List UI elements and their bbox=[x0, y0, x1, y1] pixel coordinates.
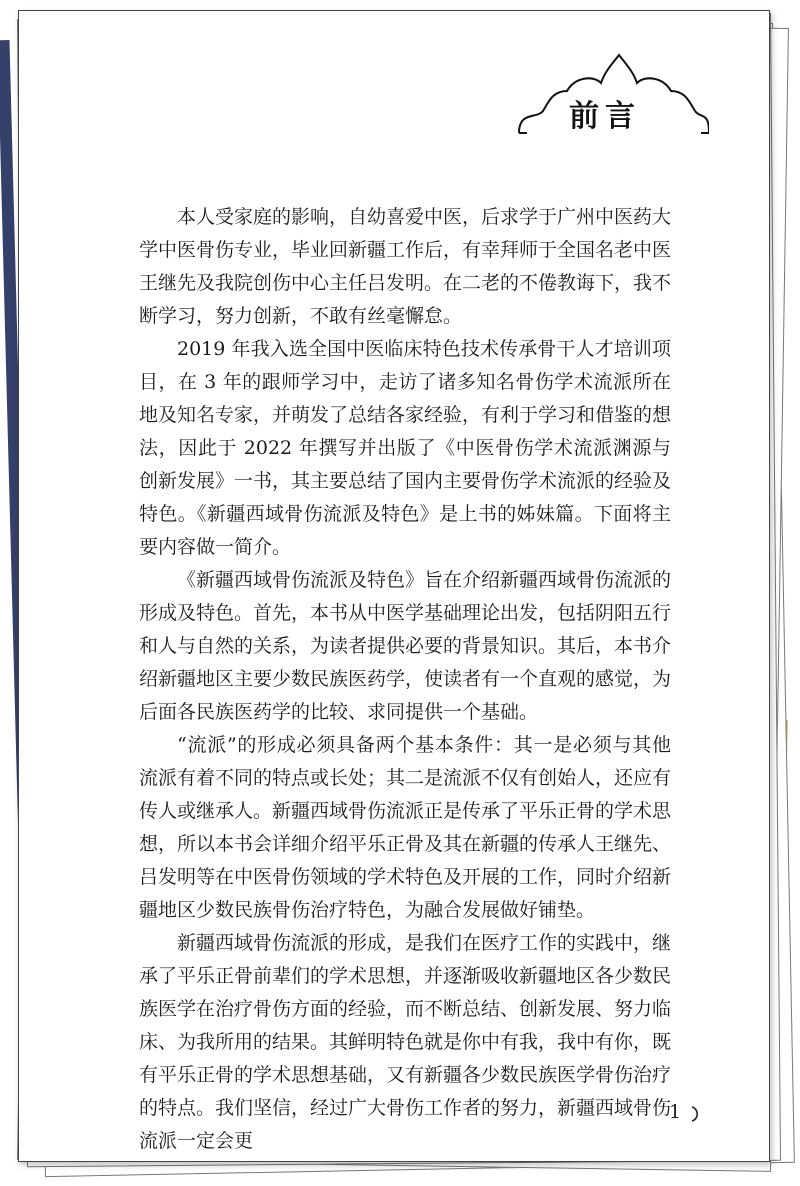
paragraph: 本人受家庭的影响，自幼喜爱中医，后求学于广州中医药大学中医骨伤专业，毕业回新疆工作后，有幸拜师于全国名老中医王继先及我院创伤中心主任吕发明。在二老的不倦教诲下，我不断学习，努力创新，不敢有丝毫懈怠。 bbox=[139, 206, 672, 327]
paragraph: “流派”的形成必须具备两个基本条件：其一是必须与其他流派有着不同的特点或长处；其二是流派不仅有创始人，还应有传人或继承人。新疆西域骨伤流派正是传承了平乐正骨的学术思想，所以本书会详细介绍平乐正骨及其在新疆的传承人王继先、吕发明等在中医骨伤领域的学术特色及开展的工作，同时介绍新疆地区少数民族骨伤治疗特色，为融合发展做好铺垫。 bbox=[139, 734, 672, 921]
body-text bbox=[139, 201, 671, 1158]
document-page bbox=[18, 10, 770, 1162]
crescent-icon bbox=[689, 1105, 703, 1123]
paragraph: 2019 年我入选全国中医临床特色技术传承骨干人才培训项目，在 3 年的跟师学习中，走访了诸多知名骨伤学术流派所在地及知名专家，并萌发了总结各家经验，有利于学习和借鉴的想法，因此于 2022 年撰写并出版了《中医骨伤学术流派渊源与创新发展》一书，其主要总结了国内主要骨伤学术流派的经验及特色。《新疆西域骨伤流派及特色》是上书的姊妹篇。下面将主要内容做一简介。 bbox=[139, 338, 672, 558]
page-number: 1 bbox=[669, 1101, 682, 1123]
page-title: 前言 bbox=[569, 99, 641, 134]
paragraph: 《新疆西域骨伤流派及特色》旨在介绍新疆西域骨伤流派的形成及特色。首先，本书从中医学基础理论出发，包括阴阳五行和人与自然的关系，为读者提供必要的背景知识。其后，本书介绍新疆地区主要少数民族医药学，使读者有一个直观的感觉，为后面各民族医药学的比较、求同提供一个基础。 bbox=[139, 569, 672, 723]
paragraph: 新疆西域骨伤流派的形成，是我们在医疗工作的实践中，继承了平乐正骨前辈们的学术思想，并逐渐吸收新疆地区各少数民族医学在治疗骨伤方面的经验，而不断总结、创新发展、努力临床、为我所用的结果。其鲜明特色就是你中有我，我中有你，既有平乐正骨的学术思想基础，又有新疆各少数民族医学骨伤治疗的特点。我们坚信，经过广大骨伤工作者的努力，新疆西域骨伤流派一定会更 bbox=[139, 932, 672, 1152]
